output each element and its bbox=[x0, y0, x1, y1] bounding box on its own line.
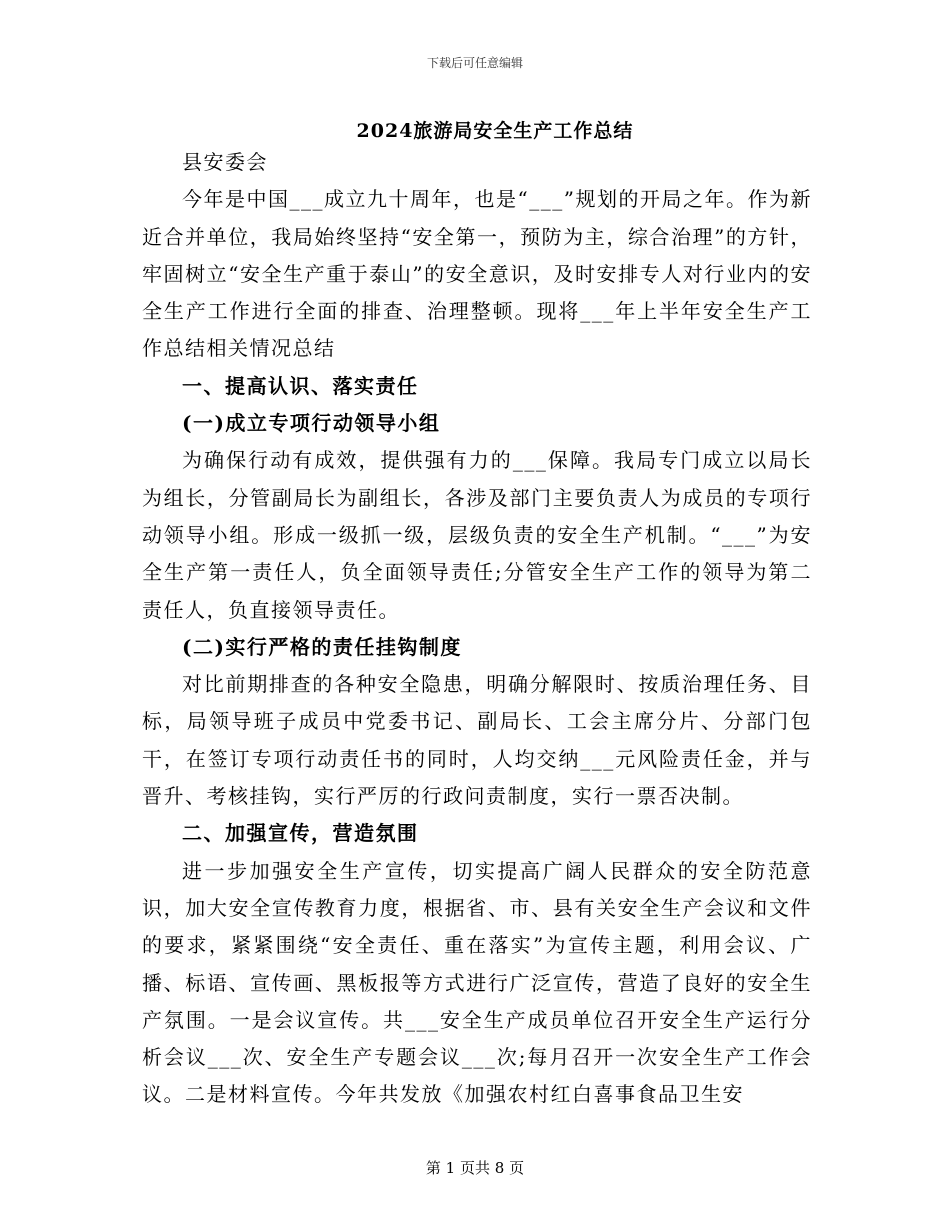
section-heading-1: 一、提高认识、落实责任 bbox=[182, 373, 419, 398]
body-paragraph-3: 进一步加强安全生产宣传，切实提高广阔人民群众的安全防范意识，加大安全宣传教育力度，根据省、市、县有关安全生产会议和文件的要求，紧紧围绕“安全责任、重在落实”为宣传主题，利用会议、广播、标语、宣传画、黑板报等方式进行广泛宣传，营造了良好的安全生产氛围。一是会议宣传。共___安全生产成员单位召开安全生产运行分析会议___次、安全生产专题会议___次;每月召开一次安全生产工作会议。二是材料宣传。今年共发放《加强农村红白喜事食品卫生安 bbox=[142, 858, 812, 1107]
body-paragraph-1: 为确保行动有成效，提供强有力的___保障。我局专门成立以局长为组长，分管副局长为副组长，各涉及部门主要负责人为成员的专项行动领导小组。形成一级抓一级，层级负责的安全生产机制。“___”为安全生产第一责任人，负全面领导责任;分管安全生产工作的领导为第二责任人，负直接领导责任。 bbox=[142, 448, 812, 622]
body-paragraph-2: 对比前期排查的各种安全隐患，明确分解限时、按质治理任务、目标，局领导班子成员中党委书记、副局长、工会主席分片、分部门包干，在签订专项行动责任书的同时，人均交纳___元风险责任金，并与晋升、考核挂钩，实行严厉的行政问责制度，实行一票否决制。 bbox=[142, 672, 812, 809]
section-heading-2: 二、加强宣传，营造氛围 bbox=[182, 821, 419, 846]
intro-paragraph: 今年是中国___成立九十周年，也是“___”规划的开局之年。作为新近合并单位，我局始终坚持“安全第一，预防为主，综合治理”的方针，牢固树立“安全生产重于泰山”的安全意识，及时安排专人对行业内的安全生产工作进行全面的排查、治理整顿。现将___年上半年安全生产工作总结相关情况总结 bbox=[142, 187, 812, 361]
subsection-heading-1-2: (二)实行严格的责任挂钩制度 bbox=[182, 634, 462, 659]
page-footer: 第 1 页共 8 页 bbox=[425, 1159, 525, 1177]
document-title: 2024旅游局安全生产工作总结 bbox=[356, 120, 634, 142]
recipient-line: 县安委会 bbox=[182, 150, 268, 174]
header-note: 下载后可任意编辑 bbox=[426, 56, 523, 70]
subsection-heading-1-1: (一)成立专项行动领导小组 bbox=[182, 411, 441, 436]
document-body bbox=[142, 144, 812, 1114]
